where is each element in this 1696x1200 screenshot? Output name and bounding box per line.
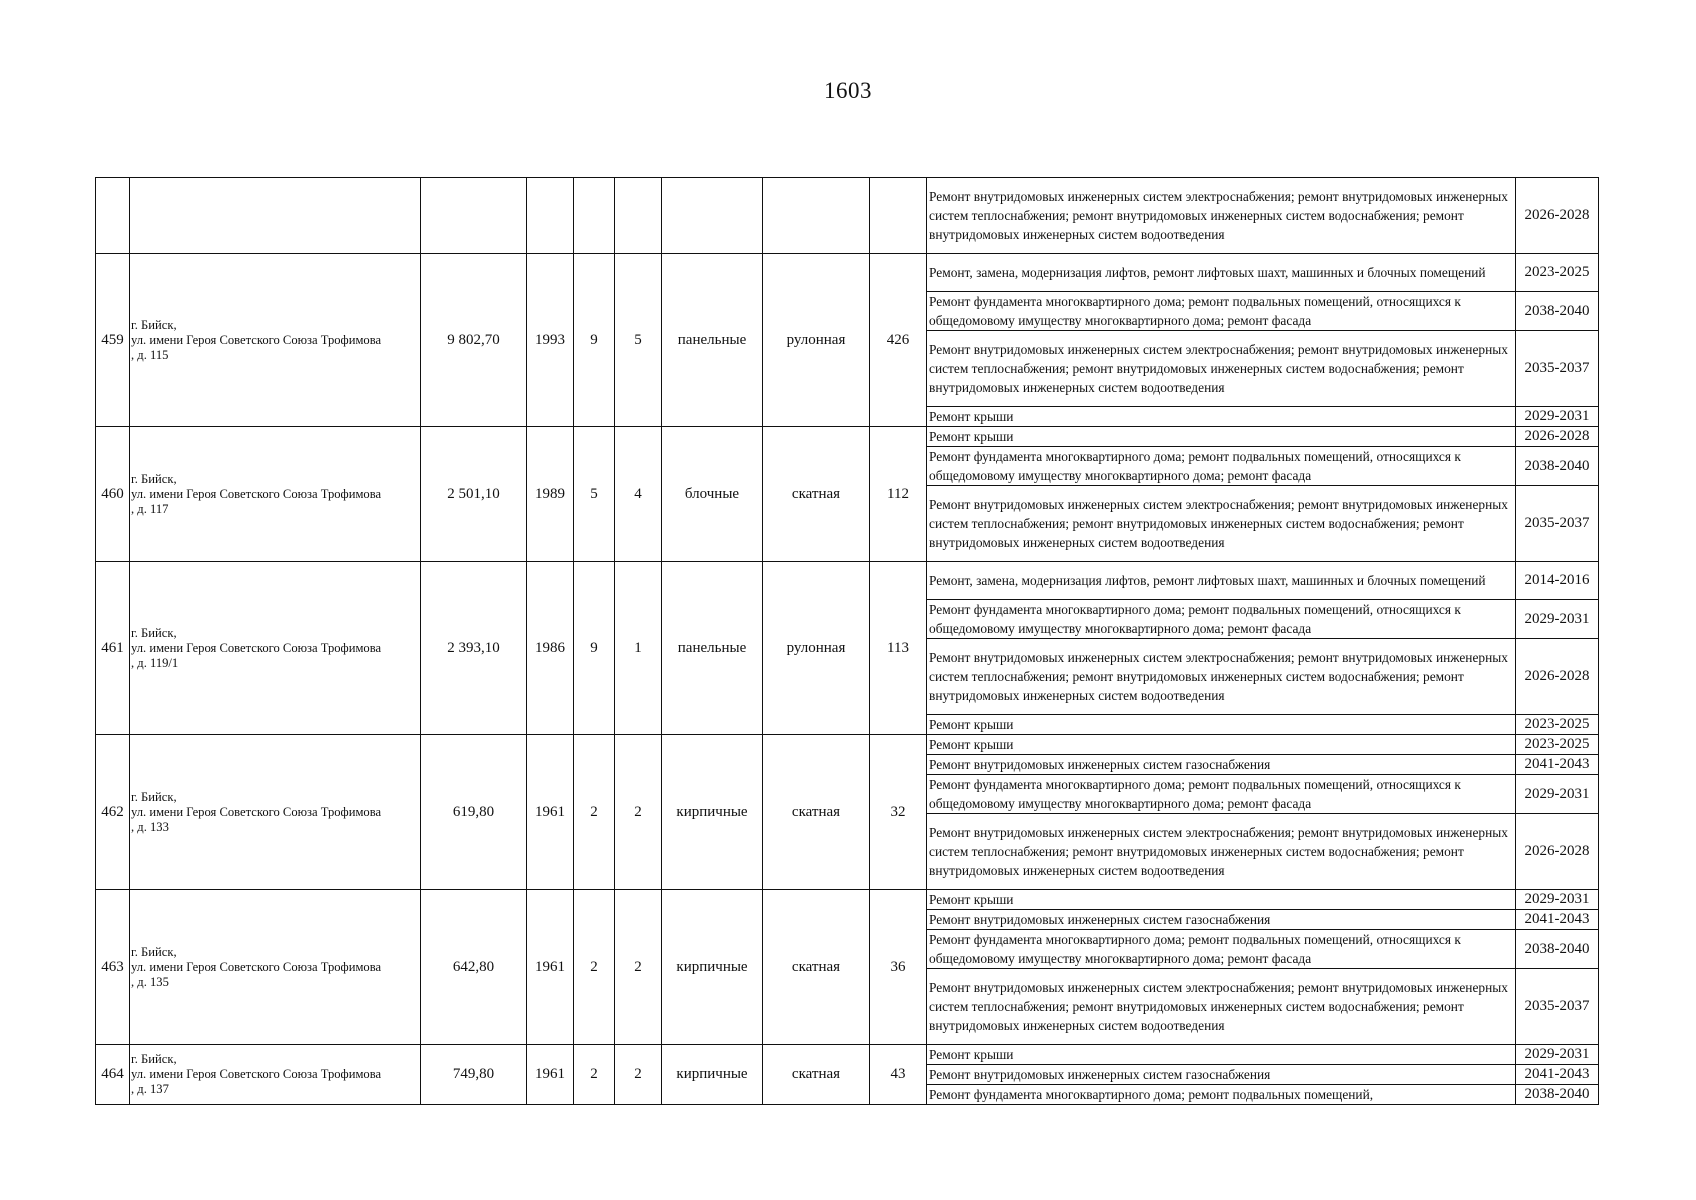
floor-area-cell: 2 501,10	[421, 427, 527, 562]
floor-area-cell: 9 802,70	[421, 254, 527, 427]
period-cell: 2041-2043	[1516, 755, 1599, 775]
table-row	[96, 735, 1599, 755]
row-number-cell: 464	[96, 1045, 130, 1105]
period-cell: 2038-2040	[1516, 930, 1599, 969]
address-cell	[130, 178, 421, 254]
wall-material-cell	[662, 178, 763, 254]
address-line: ул. имени Героя Советского Союза Трофимова	[131, 332, 382, 347]
work-type-cell: Ремонт фундамента многоквартирного дома; ремонт подвальных помещений, относящихся к общедомовому имуществу многоквартирного дома; ремонт фасада	[927, 600, 1516, 639]
entrances-cell	[615, 178, 662, 254]
build-year-cell: 1961	[527, 735, 574, 890]
address-line: ул. имени Героя Советского Союза Трофимова	[131, 1067, 382, 1081]
entrances-cell: 1	[615, 562, 662, 735]
address-line: ул. имени Героя Советского Союза Трофимова	[131, 959, 382, 974]
work-type-cell: Ремонт крыши	[927, 427, 1516, 447]
table-body	[96, 178, 1599, 1105]
work-type-cell: Ремонт внутридомовых инженерных систем электроснабжения; ремонт внутридомовых инженерных систем теплоснабжения; ремонт внутридомовых инженерных систем водоснабжения; ремонт внутридомовых инженерных систем водоотведения	[927, 814, 1516, 890]
page-number: 1603	[824, 78, 872, 103]
roof-type-cell	[763, 178, 870, 254]
residents-cell: 112	[870, 427, 927, 562]
row-number-cell	[96, 178, 130, 254]
wall-material-cell: панельные	[662, 562, 763, 735]
roof-type-cell: рулонная	[763, 562, 870, 735]
table-row	[96, 178, 1599, 254]
row-number-cell: 461	[96, 562, 130, 735]
wall-material-cell: панельные	[662, 254, 763, 427]
entrances-cell: 2	[615, 735, 662, 890]
work-type-cell: Ремонт фундамента многоквартирного дома; ремонт подвальных помещений, относящихся к общедомовому имуществу многоквартирного дома; ремонт фасада	[927, 775, 1516, 814]
period-cell: 2035-2037	[1516, 331, 1599, 407]
address-line: , д. 119/1	[131, 655, 179, 670]
period-cell: 2029-2031	[1516, 1045, 1599, 1065]
period-cell: 2035-2037	[1516, 969, 1599, 1045]
floor-area-cell: 619,80	[421, 735, 527, 890]
work-type-cell: Ремонт внутридомовых инженерных систем газоснабжения	[927, 1065, 1516, 1085]
floors-cell	[574, 178, 615, 254]
work-type-cell: Ремонт внутридомовых инженерных систем электроснабжения; ремонт внутридомовых инженерных систем теплоснабжения; ремонт внутридомовых инженерных систем водоснабжения; ремонт внутридомовых инженерных систем водоотведения	[927, 331, 1516, 407]
period-cell: 2023-2025	[1516, 254, 1599, 292]
period-cell: 2026-2028	[1516, 814, 1599, 890]
row-number-cell: 463	[96, 890, 130, 1045]
period-cell: 2038-2040	[1516, 292, 1599, 331]
wall-material-cell: кирпичные	[662, 1045, 763, 1105]
address-line: г. Бийск,	[131, 471, 177, 486]
floors-cell: 2	[574, 1045, 615, 1105]
table-row	[96, 1045, 1599, 1065]
work-type-cell: Ремонт фундамента многоквартирного дома; ремонт подвальных помещений, относящихся к общедомовому имуществу многоквартирного дома; ремонт фасада	[927, 930, 1516, 969]
wall-material-cell: кирпичные	[662, 735, 763, 890]
floors-cell: 2	[574, 735, 615, 890]
build-year-cell: 1989	[527, 427, 574, 562]
work-type-cell: Ремонт крыши	[927, 715, 1516, 735]
wall-material-cell: кирпичные	[662, 890, 763, 1045]
work-type-cell: Ремонт внутридомовых инженерных систем электроснабжения; ремонт внутридомовых инженерных систем теплоснабжения; ремонт внутридомовых инженерных систем водоснабжения; ремонт внутридомовых инженерных систем водоотведения	[927, 486, 1516, 562]
period-cell: 2041-2043	[1516, 910, 1599, 930]
period-cell: 2029-2031	[1516, 775, 1599, 814]
address-line: г. Бийск,	[131, 317, 177, 332]
address-line: , д. 135	[131, 974, 169, 989]
work-type-cell: Ремонт крыши	[927, 407, 1516, 427]
address-line: , д. 115	[131, 347, 169, 362]
work-type-cell: Ремонт крыши	[927, 890, 1516, 910]
work-type-cell: Ремонт внутридомовых инженерных систем электроснабжения; ремонт внутридомовых инженерных систем теплоснабжения; ремонт внутридомовых инженерных систем водоснабжения; ремонт внутридомовых инженерных систем водоотведения	[927, 639, 1516, 715]
entrances-cell: 5	[615, 254, 662, 427]
period-cell: 2038-2040	[1516, 1085, 1599, 1105]
residents-cell: 426	[870, 254, 927, 427]
floors-cell: 9	[574, 562, 615, 735]
entrances-cell: 2	[615, 890, 662, 1045]
floors-cell: 2	[574, 890, 615, 1045]
address-line: г. Бийск,	[131, 944, 177, 959]
residents-cell: 32	[870, 735, 927, 890]
period-cell: 2035-2037	[1516, 486, 1599, 562]
table-row	[96, 562, 1599, 600]
address-line: г. Бийск,	[131, 625, 177, 640]
floor-area-cell: 2 393,10	[421, 562, 527, 735]
roof-type-cell: скатная	[763, 890, 870, 1045]
residents-cell: 113	[870, 562, 927, 735]
work-type-cell: Ремонт фундамента многоквартирного дома; ремонт подвальных помещений, относящихся к общедомовому имуществу многоквартирного дома; ремонт фасада	[927, 292, 1516, 331]
work-type-cell: Ремонт фундамента многоквартирного дома; ремонт подвальных помещений,	[927, 1085, 1516, 1105]
address-line: г. Бийск,	[131, 789, 177, 804]
address-cell	[130, 427, 421, 562]
period-cell: 2023-2025	[1516, 715, 1599, 735]
work-type-cell: Ремонт внутридомовых инженерных систем электроснабжения; ремонт внутридомовых инженерных систем теплоснабжения; ремонт внутридомовых инженерных систем водоснабжения; ремонт внутридомовых инженерных систем водоотведения	[927, 969, 1516, 1045]
table-row	[96, 254, 1599, 292]
residents-cell: 36	[870, 890, 927, 1045]
table-row	[96, 890, 1599, 910]
work-type-cell: Ремонт, замена, модернизация лифтов, ремонт лифтовых шахт, машинных и блочных помещений	[927, 254, 1516, 292]
build-year-cell: 1961	[527, 1045, 574, 1105]
roof-type-cell: скатная	[763, 1045, 870, 1105]
period-cell: 2029-2031	[1516, 890, 1599, 910]
period-cell: 2029-2031	[1516, 600, 1599, 639]
address-cell	[130, 254, 421, 427]
work-type-cell: Ремонт крыши	[927, 1045, 1516, 1065]
address-line: ул. имени Героя Советского Союза Трофимова	[131, 640, 382, 655]
build-year-cell	[527, 178, 574, 254]
floor-area-cell: 642,80	[421, 890, 527, 1045]
row-number-cell: 459	[96, 254, 130, 427]
address-line: г. Бийск,	[131, 1052, 177, 1066]
row-number-cell: 462	[96, 735, 130, 890]
address-line: ул. имени Героя Советского Союза Трофимова	[131, 804, 382, 819]
address-line: , д. 137	[131, 1082, 169, 1096]
work-type-cell: Ремонт фундамента многоквартирного дома; ремонт подвальных помещений, относящихся к общедомовому имуществу многоквартирного дома; ремонт фасада	[927, 447, 1516, 486]
work-type-cell: Ремонт внутридомовых инженерных систем газоснабжения	[927, 910, 1516, 930]
work-type-cell: Ремонт, замена, модернизация лифтов, ремонт лифтовых шахт, машинных и блочных помещений	[927, 562, 1516, 600]
address-cell	[130, 890, 421, 1045]
build-year-cell: 1986	[527, 562, 574, 735]
period-cell: 2038-2040	[1516, 447, 1599, 486]
period-cell: 2023-2025	[1516, 735, 1599, 755]
address-line: , д. 133	[131, 819, 169, 834]
wall-material-cell: блочные	[662, 427, 763, 562]
build-year-cell: 1961	[527, 890, 574, 1045]
period-cell: 2029-2031	[1516, 407, 1599, 427]
entrances-cell: 2	[615, 1045, 662, 1105]
work-type-cell: Ремонт крыши	[927, 735, 1516, 755]
address-line: , д. 117	[131, 501, 169, 516]
floors-cell: 5	[574, 427, 615, 562]
work-type-cell: Ремонт внутридомовых инженерных систем газоснабжения	[927, 755, 1516, 775]
roof-type-cell: скатная	[763, 735, 870, 890]
entrances-cell: 4	[615, 427, 662, 562]
build-year-cell: 1993	[527, 254, 574, 427]
floor-area-cell	[421, 178, 527, 254]
table-row	[96, 427, 1599, 447]
period-cell: 2041-2043	[1516, 1065, 1599, 1085]
address-cell	[130, 562, 421, 735]
work-type-cell: Ремонт внутридомовых инженерных систем электроснабжения; ремонт внутридомовых инженерных систем теплоснабжения; ремонт внутридомовых инженерных систем водоснабжения; ремонт внутридомовых инженерных систем водоотведения	[927, 178, 1516, 254]
capital-repair-table	[95, 177, 1599, 1105]
period-cell: 2026-2028	[1516, 178, 1599, 254]
roof-type-cell: скатная	[763, 427, 870, 562]
floor-area-cell: 749,80	[421, 1045, 527, 1105]
address-cell	[130, 735, 421, 890]
roof-type-cell: рулонная	[763, 254, 870, 427]
residents-cell	[870, 178, 927, 254]
period-cell: 2026-2028	[1516, 639, 1599, 715]
period-cell: 2014-2016	[1516, 562, 1599, 600]
address-line: ул. имени Героя Советского Союза Трофимова	[131, 486, 382, 501]
row-number-cell: 460	[96, 427, 130, 562]
residents-cell: 43	[870, 1045, 927, 1105]
address-cell	[130, 1045, 421, 1105]
period-cell: 2026-2028	[1516, 427, 1599, 447]
floors-cell: 9	[574, 254, 615, 427]
